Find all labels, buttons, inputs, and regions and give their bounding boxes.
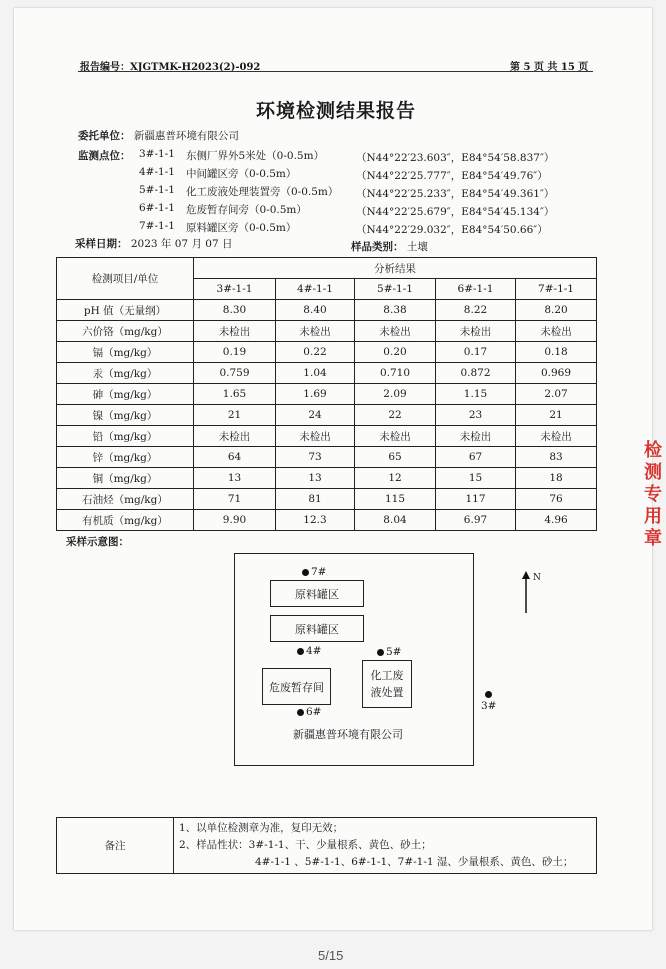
sampling-date: 2023 年 07 月 07 日 (130, 238, 233, 250)
item-cell: 有机质（mg/kg） (57, 510, 194, 531)
north-label: N (533, 573, 541, 583)
marker-6: 6# (297, 706, 321, 718)
value-cell: 24 (276, 405, 355, 426)
sample-id-cell: 4#-1-1 (276, 279, 355, 300)
point-id: 5#-1-1 (139, 184, 175, 196)
point-desc: 危废暂存间旁（0-0.5m） (186, 204, 307, 216)
table-row (57, 426, 597, 447)
table-row (57, 447, 597, 468)
value-cell: 2.07 (516, 384, 597, 405)
value-cell: 21 (516, 405, 597, 426)
marker-3: 3# (481, 688, 495, 712)
chemical-waste-treatment: 化工废液处置 (362, 660, 412, 708)
sample-id-cell: 5#-1-1 (355, 279, 436, 300)
client-value: 新疆惠普环境有限公司 (133, 130, 239, 142)
value-cell: 12 (355, 468, 436, 489)
value-cell: 0.710 (355, 363, 436, 384)
table-row (57, 363, 597, 384)
value-cell: 115 (355, 489, 436, 510)
item-cell: 石油烃（mg/kg） (57, 489, 194, 510)
value-cell: 73 (276, 447, 355, 468)
point-desc: 原料罐区旁（0-0.5m） (186, 222, 297, 234)
value-cell: 81 (276, 489, 355, 510)
table-row (57, 468, 597, 489)
value-cell: 未检出 (276, 321, 355, 342)
sample-point-icon (485, 691, 492, 698)
value-cell: 未检出 (276, 426, 355, 447)
sample-point-icon (297, 648, 304, 655)
point-id: 6#-1-1 (139, 202, 175, 214)
value-cell: 64 (194, 447, 276, 468)
item-cell: 六价铬（mg/kg） (57, 321, 194, 342)
diagram-company: 新疆惠普环境有限公司 (293, 728, 403, 741)
value-cell: 未检出 (355, 321, 436, 342)
table-row (57, 405, 597, 426)
value-cell: 4.96 (516, 510, 597, 531)
report-number: 报告编号：XJGTMK-H2023(2)-092 (80, 62, 261, 73)
value-cell: 8.30 (194, 300, 276, 321)
table-row (57, 489, 597, 510)
point-id: 3#-1-1 (139, 148, 175, 160)
value-cell: 1.65 (194, 384, 276, 405)
point-desc: 东侧厂界外5米处（0-0.5m） (186, 150, 325, 162)
point-id: 7#-1-1 (139, 220, 175, 232)
item-cell: 镉（mg/kg） (57, 342, 194, 363)
point-desc: 中间罐区旁（0-0.5m） (186, 168, 297, 180)
marker-4: 4# (297, 645, 321, 657)
marker-5: 5# (377, 646, 401, 658)
item-cell: 铅（mg/kg） (57, 426, 194, 447)
seal-stamp-fragment: 检 测 专 用 章 (644, 440, 662, 549)
value-cell: 6.97 (436, 510, 516, 531)
point-coord: （N44°22′25.679″，E84°54′45.134″） (356, 206, 555, 218)
value-cell: 未检出 (436, 321, 516, 342)
value-cell: 未检出 (516, 426, 597, 447)
point-desc: 化工废液处理装置旁（0-0.5m） (186, 186, 339, 198)
item-cell: 汞（mg/kg） (57, 363, 194, 384)
note-line-1: 1、以单位检测章为准，复印无效； (179, 822, 344, 834)
sample-id-cell: 6#-1-1 (436, 279, 516, 300)
header-rule (78, 71, 593, 72)
point-coord: （N44°22′25.233″，E84°54′49.361″） (356, 188, 555, 200)
page-indicator: 第 5 页 共 15 页 (510, 62, 589, 73)
table-row (57, 510, 597, 531)
marker-7: 7# (302, 566, 326, 578)
sample-point-icon (302, 569, 309, 576)
sampling-date-line (75, 236, 232, 251)
point-coord: （N44°22′29.032″，E84°54′50.66″） (356, 224, 548, 236)
value-cell: 67 (436, 447, 516, 468)
value-cell: 未检出 (516, 321, 597, 342)
raw-material-area-2: 原料罐区 (270, 615, 364, 642)
value-cell: 0.17 (436, 342, 516, 363)
item-cell: 铜（mg/kg） (57, 468, 194, 489)
value-cell: 9.90 (194, 510, 276, 531)
north-arrow (521, 571, 541, 617)
item-cell: 砷（mg/kg） (57, 384, 194, 405)
item-cell: 镍（mg/kg） (57, 405, 194, 426)
value-cell: 15 (436, 468, 516, 489)
sample-id-cell: 3#-1-1 (194, 279, 276, 300)
value-cell: 8.22 (436, 300, 516, 321)
pager: 5/15 (318, 948, 344, 963)
sample-type: 土壤 (406, 241, 428, 253)
sample-point-icon (297, 709, 304, 716)
notes-content (174, 818, 597, 874)
note-line-3: 4#-1-1 、5#-1-1、6#-1-1、7#-1-1 湿、少量根系、黄色、砂土； (255, 856, 574, 868)
sample-type-label: 样品类别： (351, 241, 404, 253)
value-cell: 0.759 (194, 363, 276, 384)
value-cell: 71 (194, 489, 276, 510)
hazardous-waste-storage: 危废暂存间 (262, 668, 331, 705)
table-row (57, 342, 597, 363)
value-cell: 8.40 (276, 300, 355, 321)
value-cell: 1.69 (276, 384, 355, 405)
value-cell: 0.22 (276, 342, 355, 363)
value-cell: 0.19 (194, 342, 276, 363)
sample-type-line (351, 239, 428, 254)
value-cell: 83 (516, 447, 597, 468)
value-cell: 18 (516, 468, 597, 489)
diagram-label: 采样示意图： (66, 536, 129, 548)
value-cell: 8.38 (355, 300, 436, 321)
table-row (57, 300, 597, 321)
table-row (57, 321, 597, 342)
value-cell: 未检出 (355, 426, 436, 447)
group-header: 分析结果 (194, 258, 597, 279)
point-coord: （N44°22′23.603″，E84°54′58.837″） (356, 152, 555, 164)
report-title: 环境检测结果报告 (256, 100, 417, 122)
client-label: 委托单位： (78, 130, 131, 142)
value-cell: 13 (194, 468, 276, 489)
value-cell: 13 (276, 468, 355, 489)
notes-label: 备注 (57, 818, 174, 874)
results-table (56, 257, 597, 531)
value-cell: 8.04 (355, 510, 436, 531)
value-cell: 1.15 (436, 384, 516, 405)
value-cell: 117 (436, 489, 516, 510)
note-line-2: 2、样品性状：3#-1-1、干、少量根系、黄色、砂土； (179, 839, 432, 851)
value-cell: 0.20 (355, 342, 436, 363)
value-cell: 76 (516, 489, 597, 510)
notes-table (56, 817, 597, 874)
sampling-date-label: 采样日期： (75, 238, 128, 250)
value-cell: 21 (194, 405, 276, 426)
value-cell: 1.04 (276, 363, 355, 384)
value-cell: 22 (355, 405, 436, 426)
value-cell: 0.969 (516, 363, 597, 384)
point-coord: （N44°22′25.777″，E84°54′49.76″） (356, 170, 548, 182)
value-cell: 未检出 (436, 426, 516, 447)
value-cell: 12.3 (276, 510, 355, 531)
value-cell: 0.18 (516, 342, 597, 363)
point-id: 4#-1-1 (139, 166, 175, 178)
raw-material-area-1: 原料罐区 (270, 580, 364, 607)
value-cell: 0.872 (436, 363, 516, 384)
client-line (78, 128, 239, 143)
value-cell: 23 (436, 405, 516, 426)
sample-point-icon (377, 649, 384, 656)
item-header: 检测项目/单位 (57, 258, 194, 300)
item-cell: pH 值（无量纲） (57, 300, 194, 321)
value-cell: 未检出 (194, 321, 276, 342)
item-cell: 锌（mg/kg） (57, 447, 194, 468)
sample-id-cell: 7#-1-1 (516, 279, 597, 300)
value-cell: 2.09 (355, 384, 436, 405)
table-row (57, 384, 597, 405)
north-arrow-icon (521, 571, 531, 613)
value-cell: 65 (355, 447, 436, 468)
value-cell: 8.20 (516, 300, 597, 321)
table-header-row (57, 258, 597, 279)
value-cell: 未检出 (194, 426, 276, 447)
monitor-label: 监测点位： (78, 150, 131, 162)
